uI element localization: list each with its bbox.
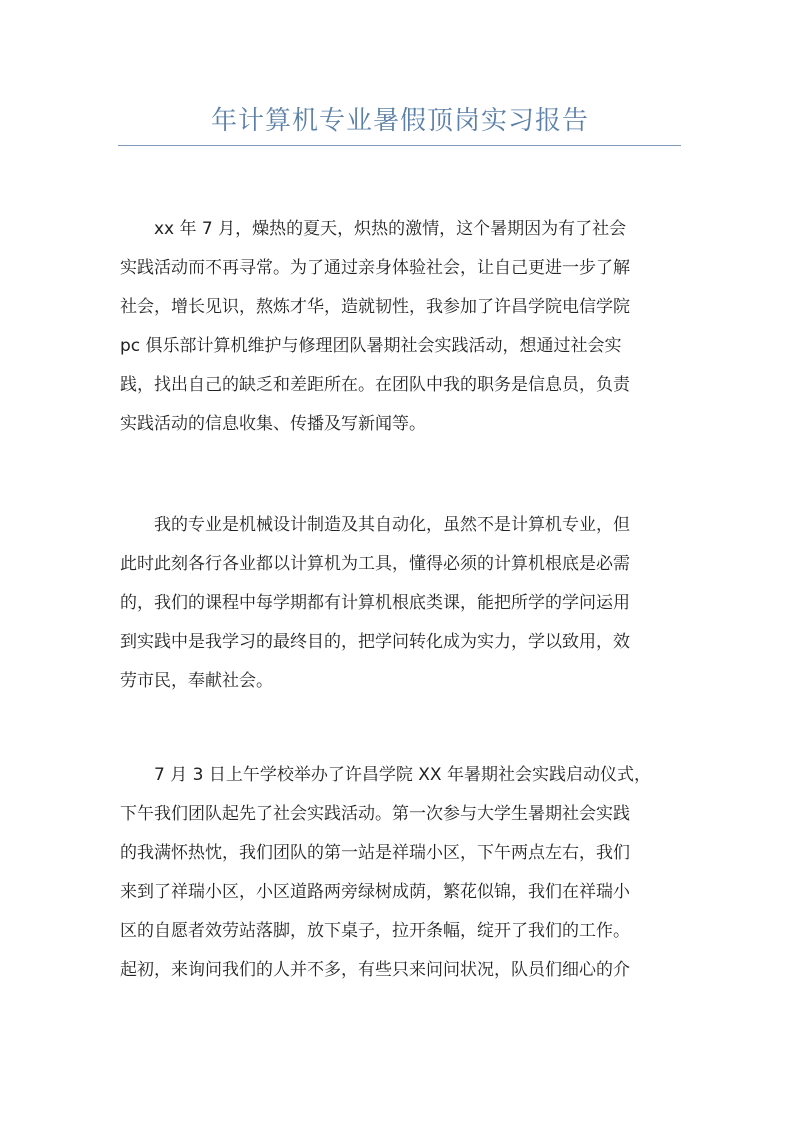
- paragraph-line: xx 年 7 月，燥热的夏天，炽热的激情，这个暑期因为有了社会: [154, 219, 627, 239]
- paragraph-3: [120, 756, 680, 990]
- paragraph-line: 我的专业是机械设计制造及其自动化，虽然不是计算机专业，但: [154, 515, 630, 535]
- paragraph-line: 到实践中是我学习的最终目的，把学问转化成为实力，学以致用，效: [120, 632, 630, 652]
- paragraph-line: 社会，增长见识，熬炼才华，造就韧性，我参加了许昌学院电信学院: [120, 297, 630, 317]
- paragraph-line: 此时此刻各行各业都以计算机为工具，懂得必须的计算机根底是必需: [120, 554, 630, 574]
- paragraph-line: 践，找出自己的缺乏和差距所在。在团队中我的职务是信息员，负责: [120, 375, 630, 395]
- paragraph-line: 的，我们的课程中每学期都有计算机根底类课，能把所学的学问运用: [120, 593, 630, 613]
- paragraph-2: [120, 506, 680, 701]
- paragraph-line: 7 月 3 日上午学校举办了许昌学院 XX 年暑期社会实践启动仪式，: [154, 765, 651, 785]
- paragraph-line: pc 俱乐部计算机维护与修理团队暑期社会实践活动，想通过社会实: [120, 336, 622, 356]
- paragraph-line: 实践活动的信息收集、传播及写新闻等。: [120, 414, 426, 434]
- paragraph-line: 区的自愿者效劳站落脚，放下桌子，拉开条幅，绽开了我们的工作。: [120, 921, 630, 941]
- paragraph-line: 起初，来询问我们的人并不多，有些只来问问状况，队员们细心的介: [120, 960, 630, 980]
- paragraph-1: [120, 210, 680, 444]
- document-title: 年计算机专业暑假顶岗实习报告: [210, 106, 589, 136]
- paragraph-line: 来到了祥瑞小区，小区道路两旁绿树成荫，繁花似锦，我们在祥瑞小: [120, 882, 630, 902]
- paragraph-line: 劳市民，奉献社会。: [120, 671, 273, 691]
- paragraph-line: 下午我们团队起先了社会实践活动。第一次参与大学生暑期社会实践: [120, 804, 630, 824]
- title-underline: [118, 145, 681, 146]
- paragraph-line: 的我满怀热忱，我们团队的第一站是祥瑞小区，下午两点左右，我们: [120, 843, 630, 863]
- paragraph-line: 实践活动而不再寻常。为了通过亲身体验社会，让自己更进一步了解: [120, 258, 630, 278]
